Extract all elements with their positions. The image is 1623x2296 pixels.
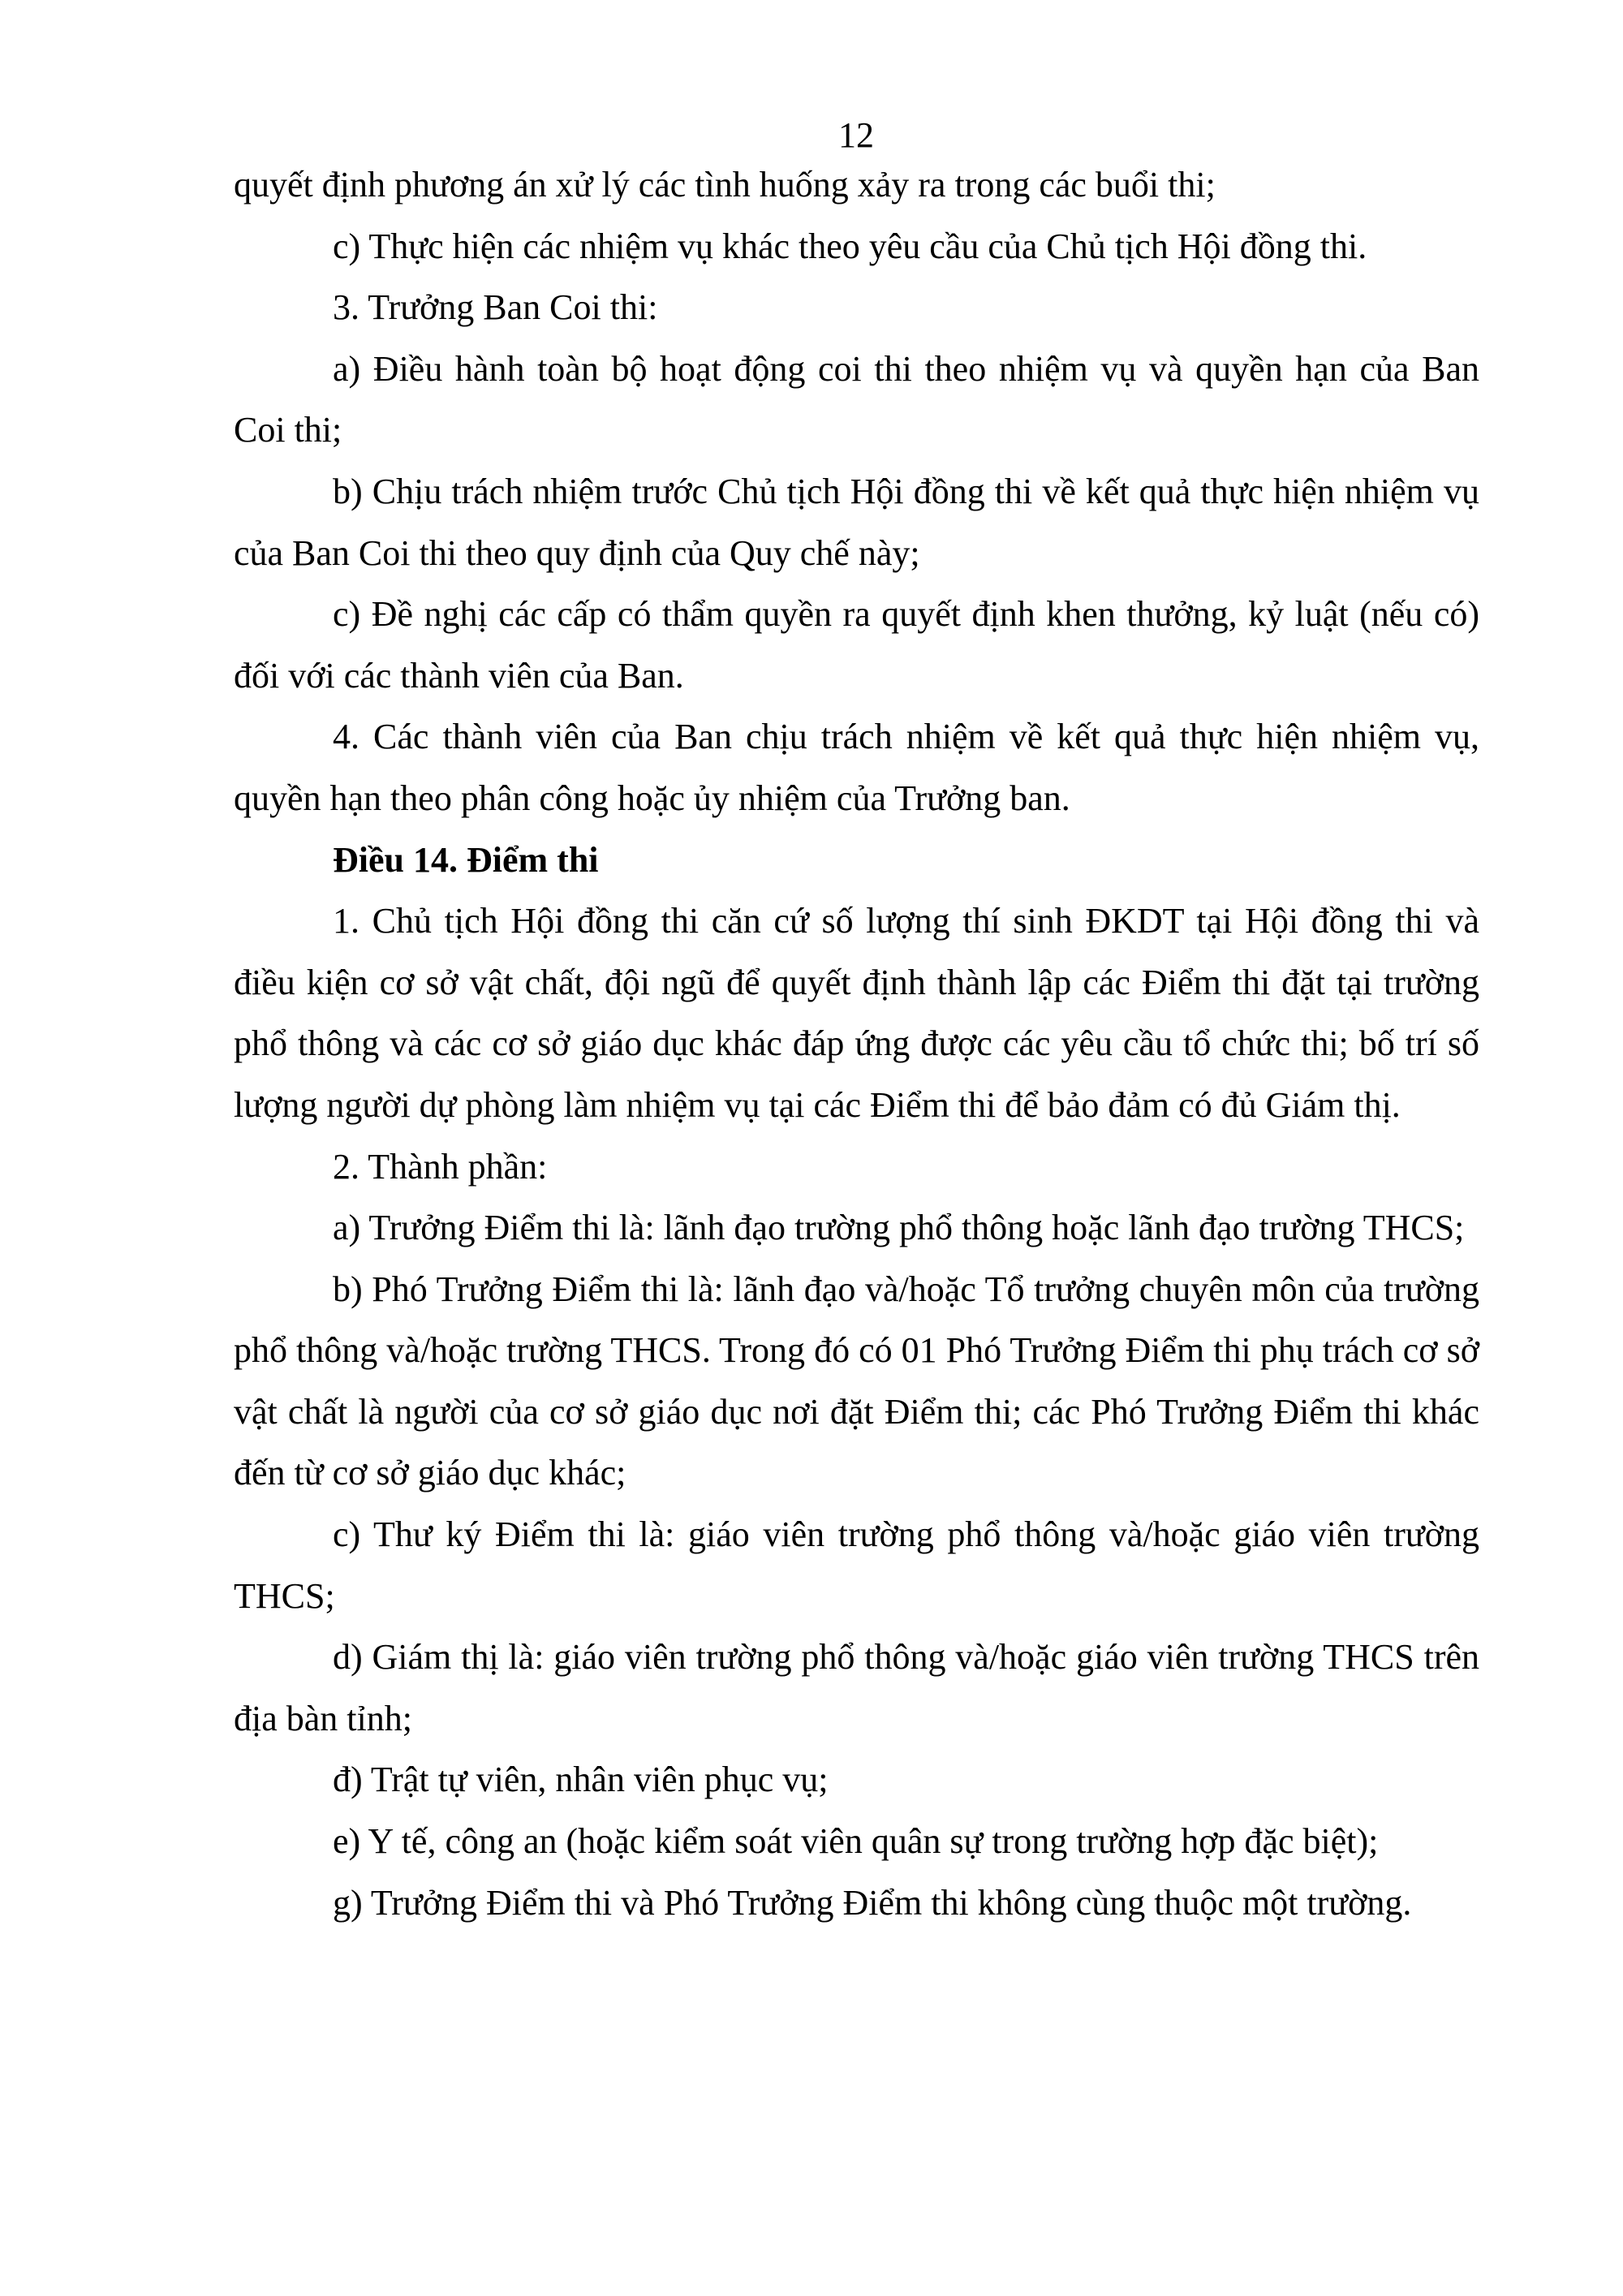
paragraph-clause-2-item-d: d) Giám thị là: giáo viên trường phổ thông và/hoặc giáo viên trường THCS trên địa bàn tỉnh; <box>234 1637 1479 1738</box>
paragraph-item-a: a) Điều hành toàn bộ hoạt động coi thi theo nhiệm vụ và quyền hạn của Ban Coi thi; <box>234 348 1479 450</box>
paragraph-continuation: quyết định phương án xử lý các tình huống xảy ra trong các buổi thi; <box>234 165 1216 205</box>
paragraph-item-c-chairman-duties: c) Thực hiện các nhiệm vụ khác theo yêu cầu của Chủ tịch Hội đồng thi. <box>333 226 1367 266</box>
paragraph-clause-2-item-a: a) Trưởng Điểm thi là: lãnh đạo trường phổ thông hoặc lãnh đạo trường THCS; <box>333 1208 1465 1248</box>
paragraph-clause-2-item-g: g) Trưởng Điểm thi và Phó Trưởng Điểm thi không cùng thuộc một trường. <box>333 1882 1412 1923</box>
paragraph-clause-2-item-e: e) Y tế, công an (hoặc kiểm soát viên quân sự trong trường hợp đặc biệt); <box>333 1821 1379 1862</box>
paragraph-clause-2-item-c: c) Thư ký Điểm thi là: giáo viên trường phổ thông và/hoặc giáo viên trường THCS; <box>234 1514 1479 1616</box>
paragraph-item-c: c) Đề nghị các cấp có thẩm quyền ra quyết định khen thưởng, kỷ luật (nếu có) đối với các thành viên của Ban. <box>234 594 1479 696</box>
paragraph-article-14-clause-2: 2. Thành phần: <box>333 1146 548 1187</box>
paragraph-clause-2-item-b: b) Phó Trưởng Điểm thi là: lãnh đạo và/hoặc Tổ trưởng chuyên môn của trường phổ thông và/hoặc trường THCS. Trong đó có 01 Phó Trưởng Điểm thi phụ trách cơ sở vật chất là người của cơ sở giáo dục nơi đặt Điểm thi; các Phó Trưởng Điểm thi khác đến từ cơ sở giáo dục khác; <box>234 1269 1479 1493</box>
paragraph-clause-2-item-dd: đ) Trật tự viên, nhân viên phục vụ; <box>333 1760 829 1800</box>
article-14-heading: Điều 14. Điểm thi <box>333 839 599 880</box>
paragraph-article-14-clause-1: 1. Chủ tịch Hội đồng thi căn cứ số lượng thí sinh ĐKDT tại Hội đồng thi và điều kiện cơ sở vật chất, đội ngũ để quyết định thành lập các Điểm thi đặt tại trường phổ thông và các cơ sở giáo dục khác đáp ứng được các yêu cầu tổ chức thi; bố trí số lượng người dự phòng làm nhiệm vụ tại các Điểm thi để bảo đảm có đủ Giám thị. <box>234 901 1479 1125</box>
paragraph-board-members: 4. Các thành viên của Ban chịu trách nhiệm về kết quả thực hiện nhiệm vụ, quyền hạn theo phân công hoặc ủy nhiệm của Trưởng ban. <box>234 717 1479 818</box>
paragraph-head-of-invigilation: 3. Trưởng Ban Coi thi: <box>333 287 658 328</box>
paragraph-item-b: b) Chịu trách nhiệm trước Chủ tịch Hội đồng thi về kết quả thực hiện nhiệm vụ của Ban Coi thi theo quy định của Quy chế này; <box>234 471 1479 573</box>
document-body <box>234 154 1479 1933</box>
page-number: 12 <box>838 115 874 155</box>
